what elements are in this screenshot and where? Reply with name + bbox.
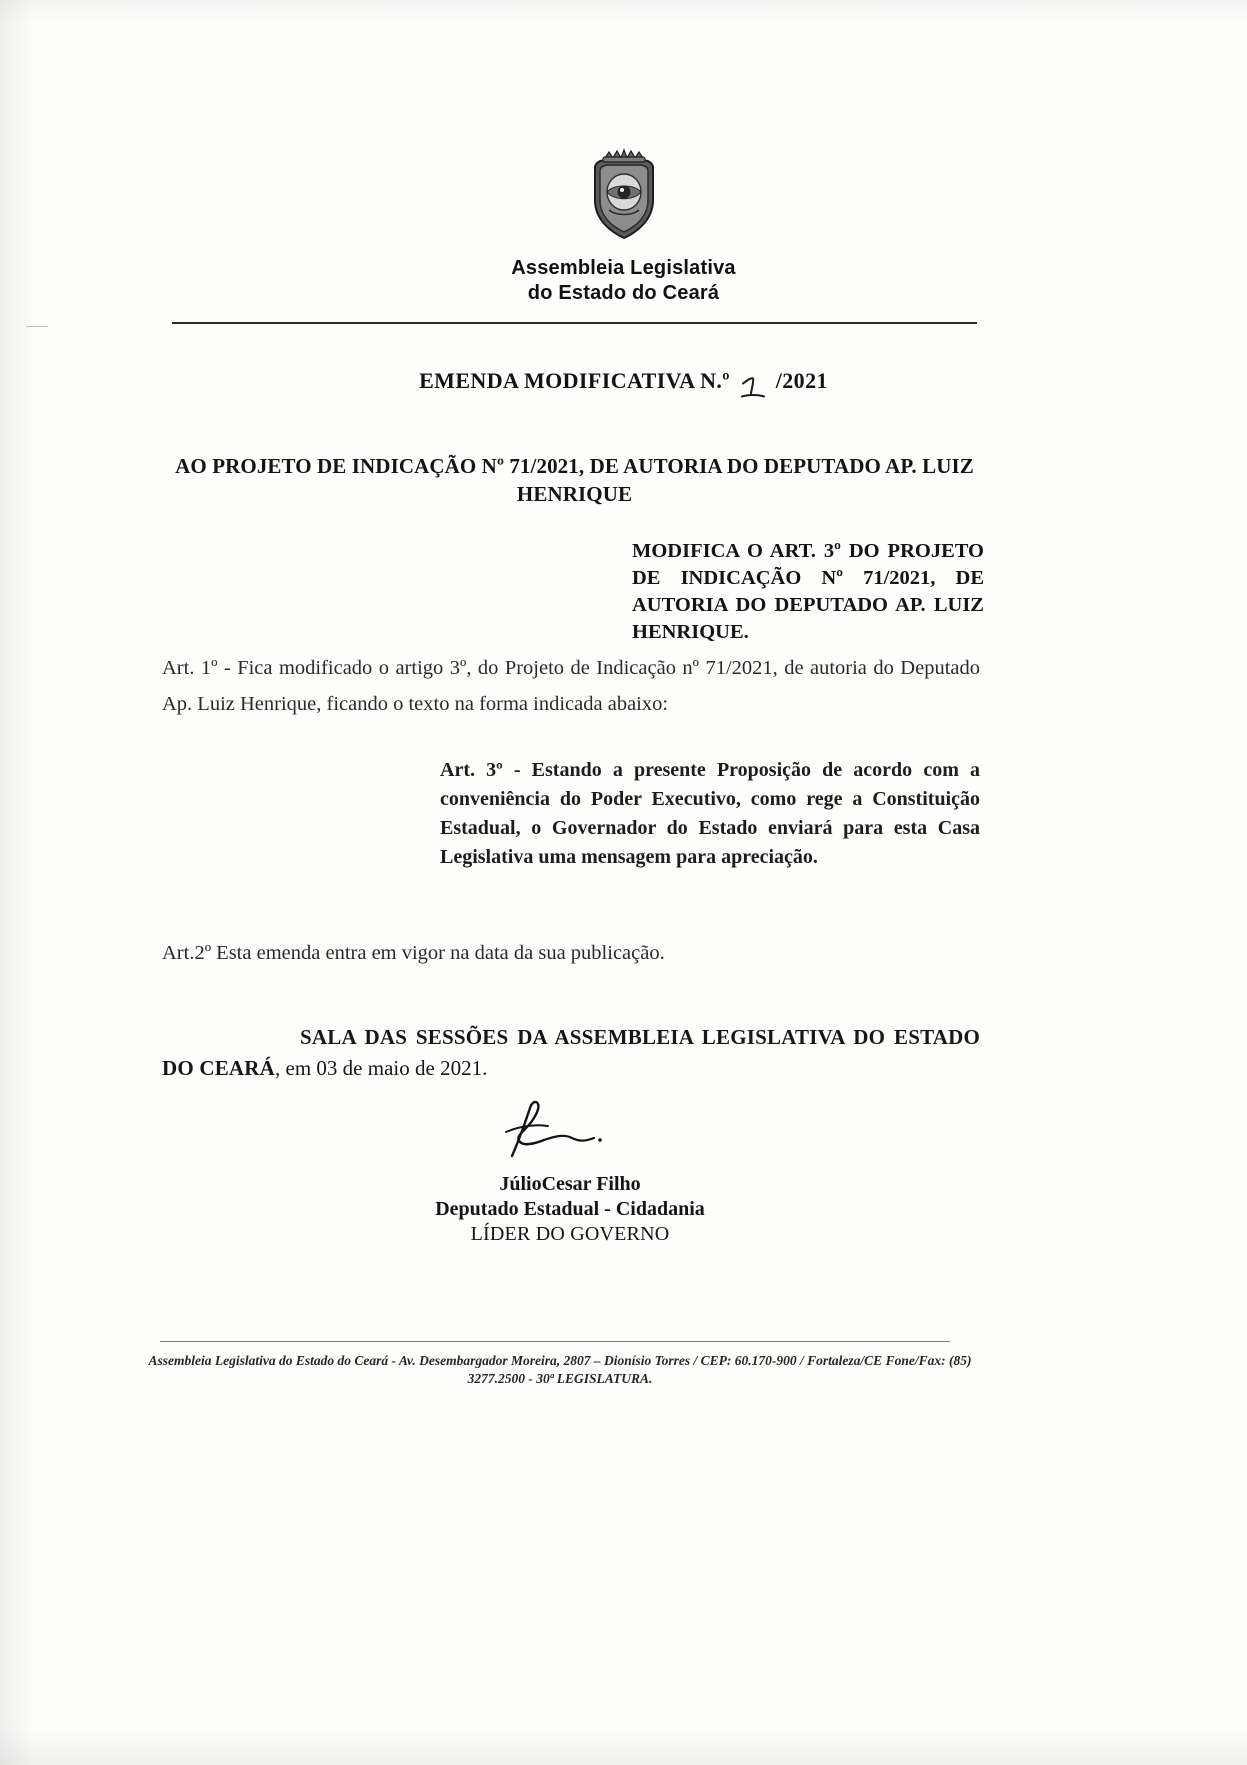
article-1-paragraph: Art. 1º - Fica modificado o artigo 3º, do Projeto de Indicação nº 71/2021, de autoria do Deputado Ap. Luiz Henrique, ficando o texto na forma indicada abaixo:	[162, 657, 980, 715]
footer-divider	[160, 1341, 950, 1342]
signer-leadership: LÍDER DO GOVERNO	[470, 1223, 670, 1245]
document-subject: AO PROJETO DE INDICAÇÃO Nº 71/2021, DE AUTORIA DO DEPUTADO AP. LUIZ HENRIQUE	[175, 454, 974, 506]
institution-header	[0, 256, 1247, 306]
footer-line-2: 3277.2500 - 30ª LEGISLATURA.	[467, 1371, 653, 1386]
ementa-block: MODIFICA O ART. 3º DO PROJETO DE INDICAÇÃO Nº 71/2021, DE AUTORIA DO DEPUTADO AP. LUIZ HENRIQUE.	[632, 540, 984, 643]
doc-title-prefix: EMENDA MODIFICATIVA N.º	[419, 368, 730, 393]
scan-margin-tick	[26, 326, 48, 327]
quoted-article-3: Art. 3º - Estando a presente Proposição de acordo com a conveniência do Poder Executivo, como rege a Constituição Estadual, o Governador do Estado enviará para esta Casa Legislativa uma mensagem para apreciação.	[440, 759, 980, 868]
page-title	[0, 368, 1247, 394]
footer-address	[130, 1352, 990, 1388]
handwritten-signature-icon	[490, 1098, 620, 1164]
signature-block	[240, 1172, 900, 1247]
header-divider	[172, 322, 977, 324]
institution-line-2: do Estado do Ceará	[527, 282, 720, 304]
institution-line-1: Assembleia Legislativa	[511, 257, 736, 279]
closing-rest: , em 03 de maio de 2021.	[275, 1056, 488, 1080]
closing-paragraph	[162, 1022, 980, 1084]
coat-of-arms-ceara-icon	[587, 148, 661, 240]
signer-role: Deputado Estadual - Cidadania	[435, 1198, 705, 1220]
article-2-paragraph: Art.2º Esta emenda entra em vigor na data da sua publicação.	[162, 942, 665, 964]
signer-name: JúlioCesar Filho	[499, 1173, 641, 1195]
footer-line-1: Assembleia Legislativa do Estado do Ceará - Av. Desembargador Moreira, 2807 – Dionísio Torres / CEP: 60.170-900 / Fortaleza/CE Fone/Fax: (85)	[148, 1353, 972, 1368]
closing-strong: SALA DAS SESSÕES DA ASSEMBLEIA LEGISLATIVA DO ESTADO DO CEARÁ	[162, 1025, 980, 1080]
scan-edge-bottom	[0, 1725, 1247, 1765]
doc-title-suffix: /2021	[775, 368, 828, 393]
scan-edge-top	[0, 0, 1247, 26]
